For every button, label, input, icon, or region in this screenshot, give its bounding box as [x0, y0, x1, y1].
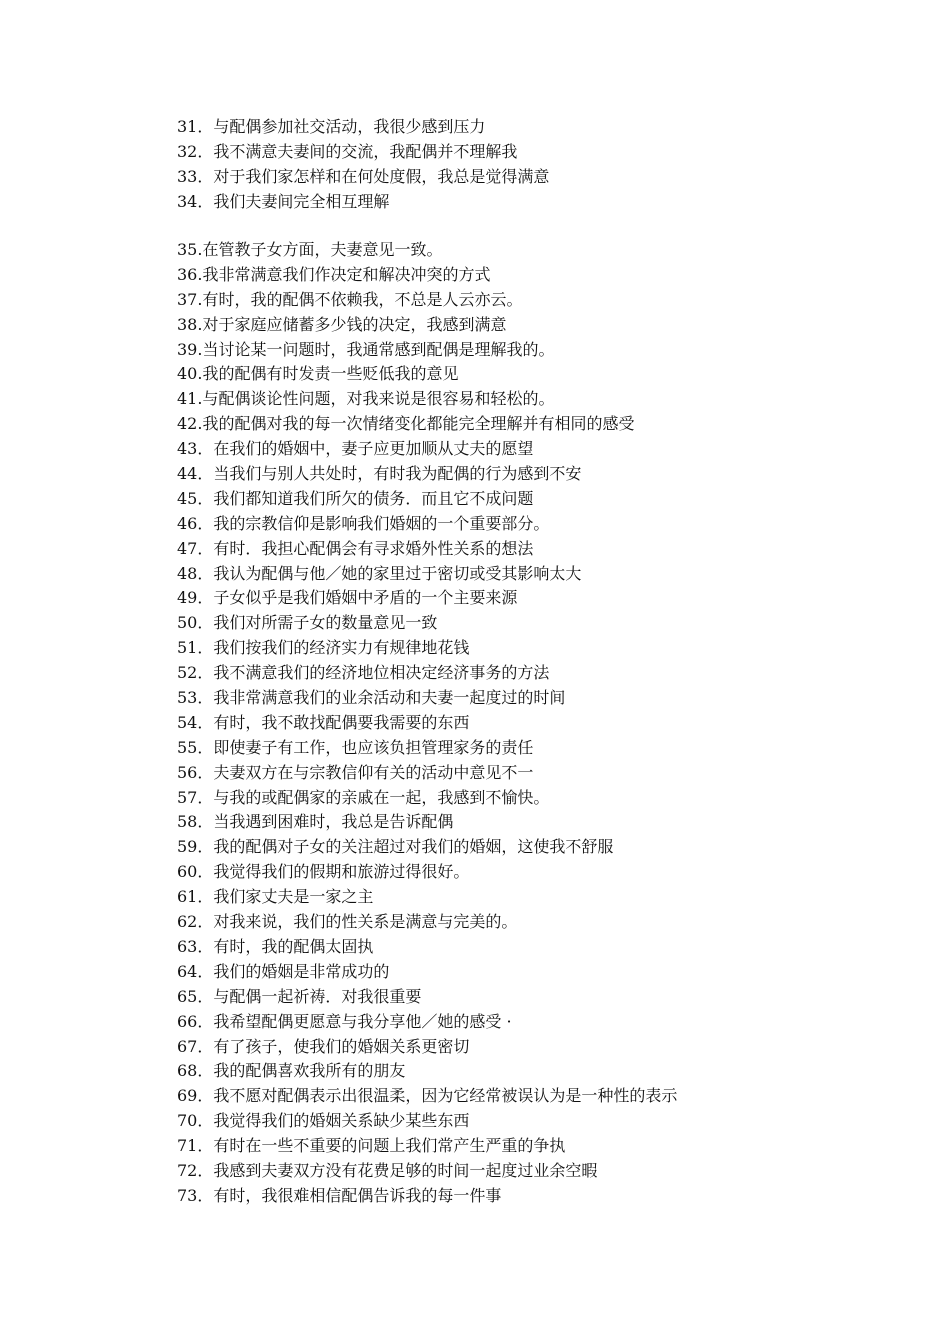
question-item: 60．我觉得我们的假期和旅游过得很好。	[177, 862, 470, 882]
question-item: 50．我们对所需子女的数量意见一致	[177, 613, 438, 633]
question-item: 43．在我们的婚姻中，妻子应更加顺从丈夫的愿望	[177, 439, 534, 459]
question-item: 65．与配偶一起祈祷．对我很重要	[177, 986, 422, 1006]
question-item: 48．我认为配偶与他／她的家里过于密切或受其影响太大	[177, 563, 582, 583]
question-item: 56．夫妻双方在与宗教信仰有关的活动中意见不一	[177, 762, 534, 782]
question-item: 37.有时，我的配偶不依赖我，不总是人云亦云。	[177, 289, 523, 309]
question-item: 57．与我的或配偶家的亲戚在一起，我感到不愉快。	[177, 787, 550, 807]
question-item: 54．有时，我不敢找配偶要我需要的东西	[177, 712, 470, 732]
question-item: 33．对于我们家怎样和在何处度假，我总是觉得满意	[177, 166, 550, 186]
question-list-part-1	[177, 115, 797, 215]
question-item: 63．有时，我的配偶太固执	[177, 936, 374, 956]
question-item: 64．我们的婚姻是非常成功的	[177, 961, 390, 981]
question-item: 31．与配偶参加社交活动，我很少感到压力	[177, 117, 486, 136]
question-item: 62．对我来说，我们的性关系是满意与完美的。	[177, 912, 518, 932]
question-item: 39.当讨论某一问题时，我通常感到配偶是理解我的。	[177, 339, 555, 359]
question-item: 38.对于家庭应储蓄多少钱的决定，我感到满意	[177, 314, 507, 334]
question-item: 44．当我们与别人共处时，有时我为配偶的行为感到不安	[177, 464, 582, 484]
question-item: 66．我希望配偶更愿意与我分享他／她的感受 ·	[177, 1011, 512, 1031]
question-item: 34．我们夫妻间完全相互理解	[177, 191, 390, 211]
question-item: 53．我非常满意我们的业余活动和夫妻一起度过的时间	[177, 688, 566, 708]
question-item: 67．有了孩子，使我们的婚姻关系更密切	[177, 1036, 470, 1056]
question-item: 73．有时，我很难相信配偶告诉我的每一件事	[177, 1185, 502, 1205]
question-item: 59．我的配偶对子女的关注超过对我们的婚姻，这使我不舒服	[177, 837, 614, 857]
question-item: 70．我觉得我们的婚姻关系缺少某些东西	[177, 1111, 470, 1131]
question-item: 61．我们家丈夫是一家之主	[177, 887, 374, 907]
question-item: 45．我们都知道我们所欠的债务．而且它不成问题	[177, 488, 534, 508]
question-item: 55．即使妻子有工作，也应该负担管理家务的责任	[177, 737, 534, 757]
question-item: 49．子女似乎是我们婚姻中矛盾的一个主要来源	[177, 588, 518, 608]
question-item: 72．我感到夫妻双方没有花费足够的时间一起度过业余空暇	[177, 1160, 598, 1180]
question-item: 52．我不满意我们的经济地位相决定经济事务的方法	[177, 663, 550, 683]
question-item: 40.我的配偶有时发责一些贬低我的意见	[177, 364, 459, 384]
question-item: 35.在管教子女方面，夫妻意见一致。	[177, 240, 443, 259]
question-item: 68．我的配偶喜欢我所有的朋友	[177, 1061, 406, 1081]
question-list-part-2	[177, 238, 797, 1209]
question-item: 71．有时在一些不重要的问题上我们常产生严重的争执	[177, 1136, 566, 1156]
question-item: 42.我的配偶对我的每一次情绪变化都能完全理解并有相同的感受	[177, 414, 635, 434]
question-item: 47．有时．我担心配偶会有寻求婚外性关系的想法	[177, 538, 534, 558]
question-item: 51．我们按我们的经济实力有规律地花钱	[177, 638, 470, 658]
question-item: 46．我的宗教信仰是影响我们婚姻的一个重要部分。	[177, 513, 550, 533]
question-item: 36.我非常满意我们作决定和解决冲突的方式	[177, 264, 491, 284]
question-item: 58．当我遇到困难时，我总是告诉配偶	[177, 812, 454, 832]
question-item: 69．我不愿对配偶表示出很温柔，因为它经常被误认为是一种性的表示	[177, 1086, 678, 1106]
question-item: 41.与配偶谈论性问题，对我来说是很容易和轻松的。	[177, 389, 555, 409]
question-item: 32．我不满意夫妻间的交流，我配偶并不理解我	[177, 141, 518, 161]
